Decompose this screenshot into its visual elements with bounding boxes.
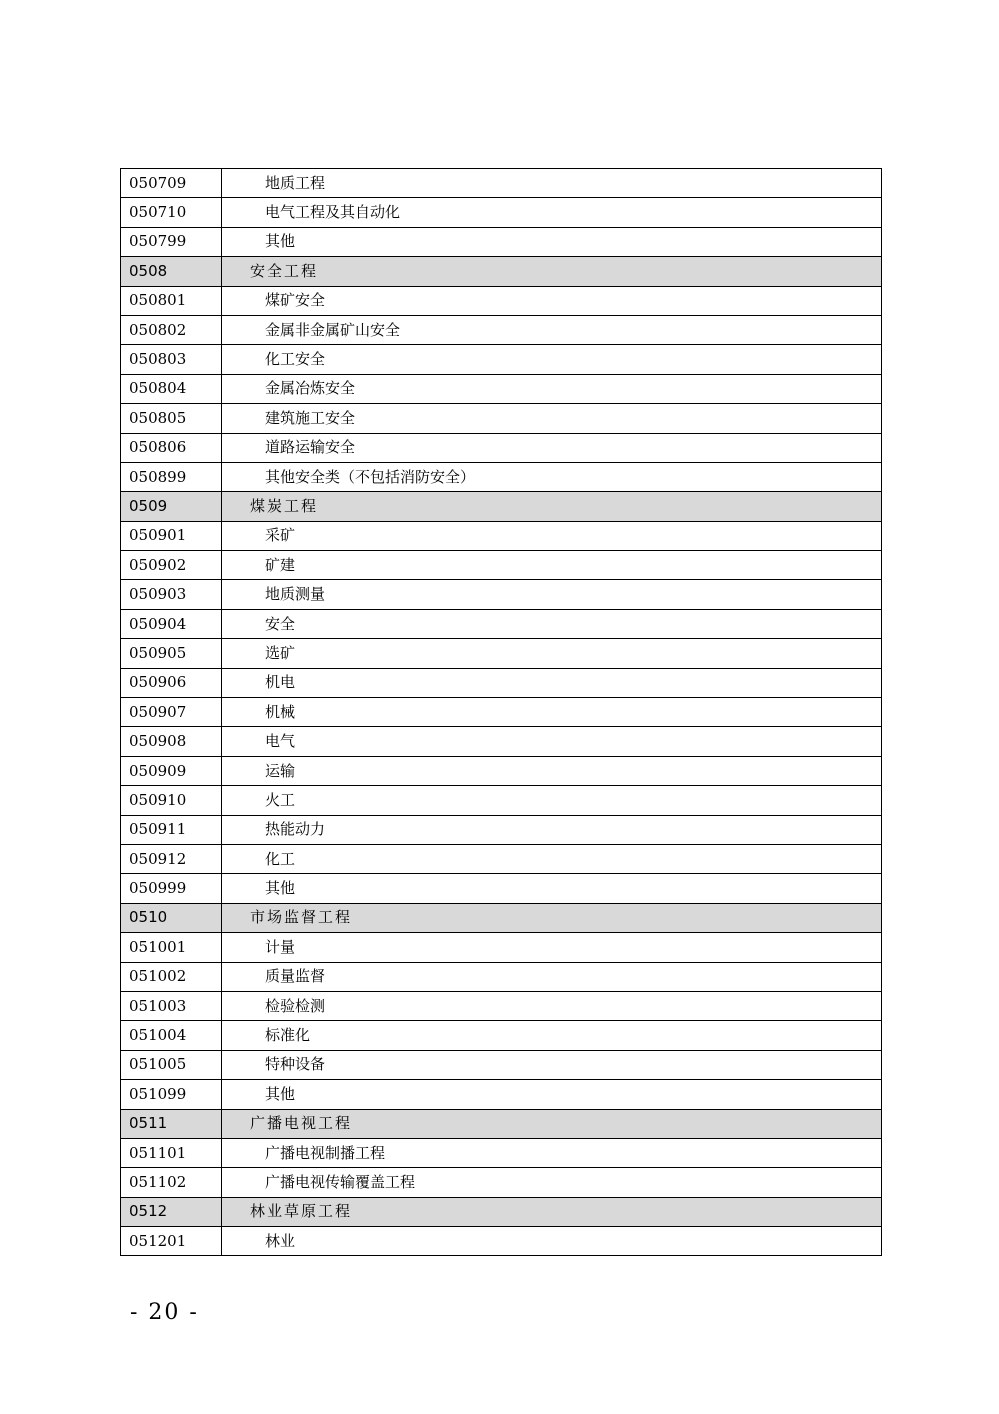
category-row — [121, 492, 882, 521]
code-cell: 050802 — [121, 315, 222, 344]
table-row — [121, 668, 882, 697]
code-cell: 051101 — [121, 1138, 222, 1167]
code-cell: 050804 — [121, 374, 222, 403]
name-cell: 道路运输安全 — [222, 433, 882, 462]
name-cell: 采矿 — [222, 521, 882, 550]
table-row — [121, 227, 882, 256]
code-cell: 050911 — [121, 815, 222, 844]
code-cell: 050906 — [121, 668, 222, 697]
table-row — [121, 1021, 882, 1050]
code-cell: 050999 — [121, 874, 222, 903]
code-cell: 050806 — [121, 433, 222, 462]
name-cell: 地质测量 — [222, 580, 882, 609]
table-row — [121, 462, 882, 491]
code-cell: 051002 — [121, 962, 222, 991]
name-cell: 火工 — [222, 786, 882, 815]
code-cell: 050805 — [121, 404, 222, 433]
table-row — [121, 169, 882, 198]
table-row — [121, 933, 882, 962]
code-cell: 050907 — [121, 698, 222, 727]
code-cell: 051102 — [121, 1168, 222, 1197]
name-cell: 广播电视制播工程 — [222, 1138, 882, 1167]
name-cell: 广播电视工程 — [222, 1109, 882, 1138]
name-cell: 热能动力 — [222, 815, 882, 844]
name-cell: 其他安全类（不包括消防安全） — [222, 462, 882, 491]
table-row — [121, 844, 882, 873]
table-row — [121, 551, 882, 580]
code-cell: 0511 — [121, 1109, 222, 1138]
table-row — [121, 404, 882, 433]
code-cell: 0508 — [121, 257, 222, 286]
table-row — [121, 609, 882, 638]
name-cell: 其他 — [222, 1080, 882, 1109]
code-cell: 050902 — [121, 551, 222, 580]
category-row — [121, 1197, 882, 1226]
name-cell: 地质工程 — [222, 169, 882, 198]
table-row — [121, 374, 882, 403]
table-row — [121, 1227, 882, 1256]
table-row — [121, 286, 882, 315]
category-row — [121, 1109, 882, 1138]
name-cell: 选矿 — [222, 639, 882, 668]
name-cell: 化工 — [222, 844, 882, 873]
table-row — [121, 521, 882, 550]
name-cell: 林业草原工程 — [222, 1197, 882, 1226]
name-cell: 运输 — [222, 756, 882, 785]
code-cell: 050903 — [121, 580, 222, 609]
name-cell: 煤炭工程 — [222, 492, 882, 521]
catalog-body — [121, 169, 882, 1256]
table-row — [121, 1138, 882, 1167]
table-row — [121, 786, 882, 815]
category-row — [121, 257, 882, 286]
code-cell: 050801 — [121, 286, 222, 315]
code-cell: 051001 — [121, 933, 222, 962]
name-cell: 特种设备 — [222, 1050, 882, 1079]
table-row — [121, 1168, 882, 1197]
name-cell: 电气工程及其自动化 — [222, 198, 882, 227]
table-row — [121, 756, 882, 785]
code-cell: 050799 — [121, 227, 222, 256]
table-row — [121, 698, 882, 727]
name-cell: 林业 — [222, 1227, 882, 1256]
code-cell: 050709 — [121, 169, 222, 198]
table-row — [121, 315, 882, 344]
code-cell: 0509 — [121, 492, 222, 521]
name-cell: 市场监督工程 — [222, 903, 882, 932]
code-cell: 0512 — [121, 1197, 222, 1226]
table-row — [121, 991, 882, 1020]
name-cell: 建筑施工安全 — [222, 404, 882, 433]
table-row — [121, 345, 882, 374]
code-cell: 050909 — [121, 756, 222, 785]
table-row — [121, 639, 882, 668]
table-row — [121, 874, 882, 903]
name-cell: 化工安全 — [222, 345, 882, 374]
table-row — [121, 433, 882, 462]
name-cell: 其他 — [222, 227, 882, 256]
name-cell: 标准化 — [222, 1021, 882, 1050]
code-cell: 051099 — [121, 1080, 222, 1109]
name-cell: 机械 — [222, 698, 882, 727]
table-row — [121, 1050, 882, 1079]
name-cell: 安全 — [222, 609, 882, 638]
code-cell: 050912 — [121, 844, 222, 873]
page-number: - 20 - — [130, 1300, 199, 1325]
code-cell: 050901 — [121, 521, 222, 550]
name-cell: 计量 — [222, 933, 882, 962]
code-cell: 050910 — [121, 786, 222, 815]
code-cell: 0510 — [121, 903, 222, 932]
table-row — [121, 198, 882, 227]
name-cell: 广播电视传输覆盖工程 — [222, 1168, 882, 1197]
code-cell: 050905 — [121, 639, 222, 668]
code-cell: 051004 — [121, 1021, 222, 1050]
name-cell: 安全工程 — [222, 257, 882, 286]
code-cell: 050710 — [121, 198, 222, 227]
name-cell: 其他 — [222, 874, 882, 903]
name-cell: 机电 — [222, 668, 882, 697]
name-cell: 金属冶炼安全 — [222, 374, 882, 403]
name-cell: 矿建 — [222, 551, 882, 580]
name-cell: 检验检测 — [222, 991, 882, 1020]
code-cell: 051003 — [121, 991, 222, 1020]
table-row — [121, 962, 882, 991]
name-cell: 电气 — [222, 727, 882, 756]
category-row — [121, 903, 882, 932]
catalog-table — [120, 168, 882, 1256]
name-cell: 金属非金属矿山安全 — [222, 315, 882, 344]
table-row — [121, 727, 882, 756]
code-cell: 050908 — [121, 727, 222, 756]
name-cell: 质量监督 — [222, 962, 882, 991]
table-row — [121, 815, 882, 844]
code-cell: 051005 — [121, 1050, 222, 1079]
table-row — [121, 580, 882, 609]
table-row — [121, 1080, 882, 1109]
code-cell: 051201 — [121, 1227, 222, 1256]
code-cell: 050803 — [121, 345, 222, 374]
code-cell: 050904 — [121, 609, 222, 638]
name-cell: 煤矿安全 — [222, 286, 882, 315]
code-cell: 050899 — [121, 462, 222, 491]
